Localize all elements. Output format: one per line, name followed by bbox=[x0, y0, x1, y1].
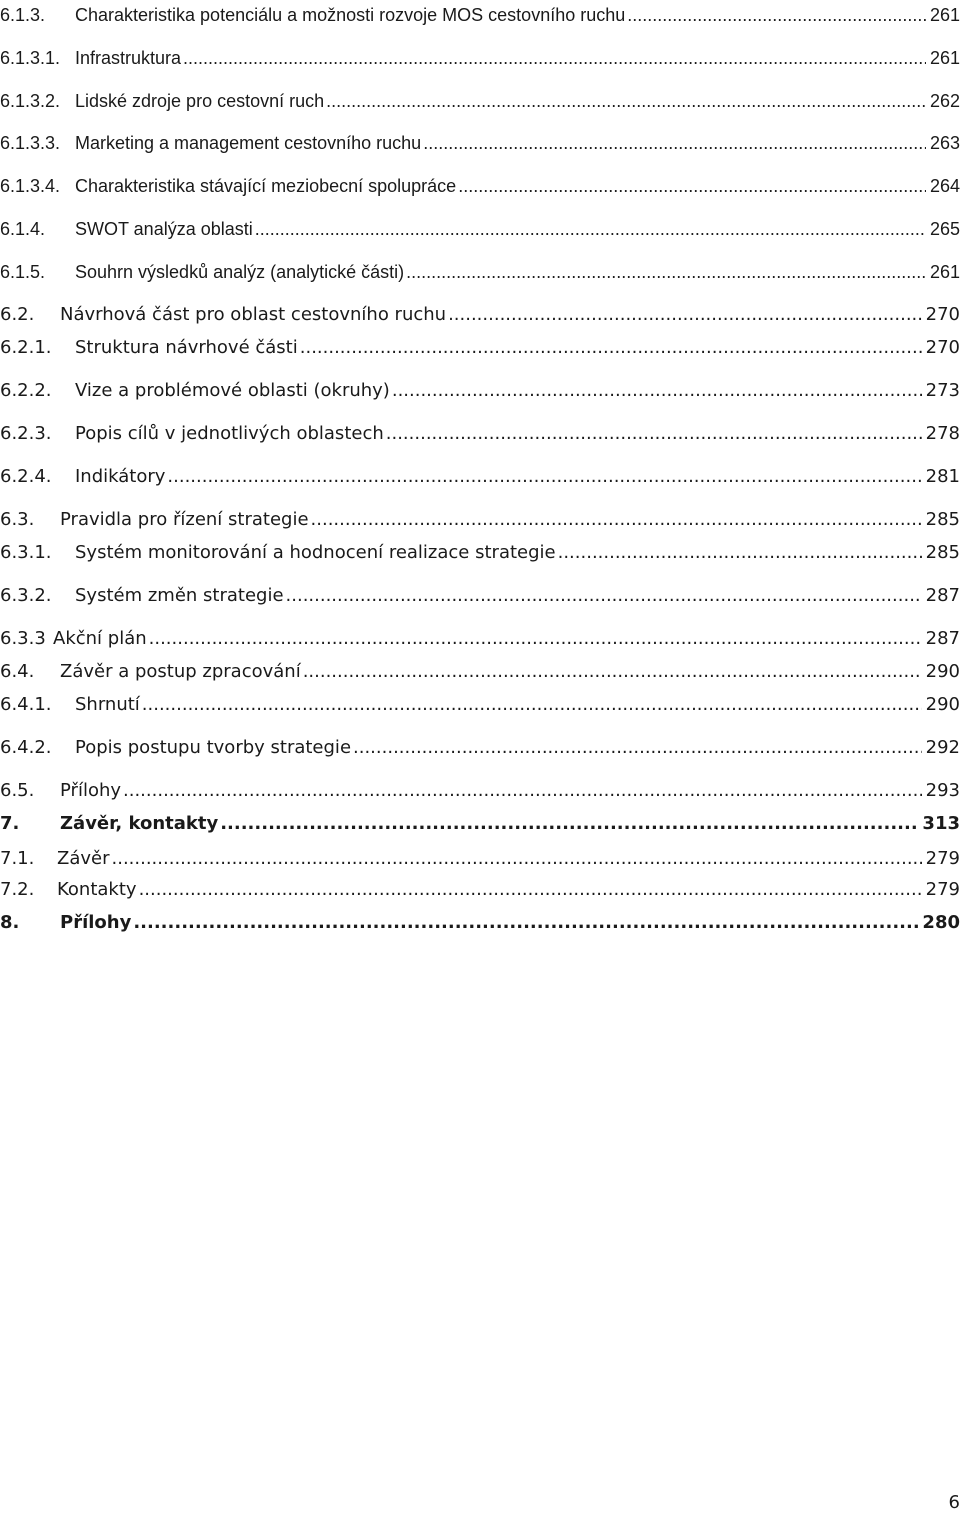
toc-entry-number: 6.2. bbox=[0, 304, 35, 325]
toc-dot-leader bbox=[458, 173, 926, 199]
toc-entry[interactable] bbox=[0, 464, 960, 490]
toc-dot-leader bbox=[220, 811, 918, 837]
toc-entry-line bbox=[60, 302, 960, 328]
toc-entry-title[interactable]: Akční plán bbox=[53, 626, 149, 652]
toc-entry-page[interactable]: 261 bbox=[926, 45, 960, 71]
toc-entry-title[interactable]: Popis cílů v jednotlivých oblastech bbox=[75, 421, 386, 447]
toc-entry-number: 6.4.2. bbox=[0, 737, 52, 758]
toc-entry-number: 6.1.3.3. bbox=[0, 133, 61, 153]
toc-entry-title[interactable]: Charakteristika stávající meziobecní spolupráce bbox=[75, 173, 458, 199]
toc-dot-leader bbox=[353, 735, 922, 761]
toc-entry-line bbox=[60, 778, 960, 804]
toc-dot-leader bbox=[448, 302, 922, 328]
toc-entry-line bbox=[75, 173, 960, 199]
toc-dot-leader bbox=[149, 626, 922, 652]
toc-entry-page[interactable]: 285 bbox=[922, 507, 960, 533]
toc-entry[interactable] bbox=[0, 45, 960, 71]
toc-dot-leader bbox=[112, 846, 922, 872]
toc-entry[interactable] bbox=[0, 910, 960, 936]
toc-dot-leader bbox=[300, 335, 922, 361]
toc-entry-line bbox=[75, 2, 960, 28]
toc-entry-number: 6.3. bbox=[0, 509, 35, 530]
toc-dot-leader bbox=[326, 88, 926, 114]
toc-entry-page[interactable]: 273 bbox=[922, 378, 960, 404]
toc-entry-number: 6.2.1. bbox=[0, 337, 52, 358]
toc-entry-number: 6.2.4. bbox=[0, 466, 52, 487]
toc-entry-title[interactable]: Závěr a postup zpracování bbox=[60, 659, 303, 685]
toc-entry[interactable] bbox=[0, 626, 960, 652]
toc-entry[interactable] bbox=[0, 421, 960, 447]
toc-entry-page[interactable]: 287 bbox=[922, 583, 960, 609]
toc-entry[interactable] bbox=[0, 259, 960, 285]
toc-entry-page[interactable]: 313 bbox=[918, 811, 960, 837]
toc-dot-leader bbox=[183, 45, 926, 71]
toc-entry-number: 8. bbox=[0, 912, 20, 933]
toc-dot-leader bbox=[286, 583, 922, 609]
toc-entry-title[interactable]: Popis postupu tvorby strategie bbox=[75, 735, 353, 761]
toc-entry-title[interactable]: Souhrn výsledků analýz (analytické části) bbox=[75, 259, 406, 285]
toc-entry-number: 6.3.2. bbox=[0, 585, 52, 606]
toc-entry[interactable] bbox=[0, 173, 960, 199]
toc-entry-page[interactable]: 287 bbox=[922, 626, 960, 652]
toc-entry-number: 6.1.5. bbox=[0, 262, 46, 282]
toc-entry[interactable] bbox=[0, 583, 960, 609]
toc-entry-line bbox=[75, 735, 960, 761]
toc-entry-page[interactable]: 290 bbox=[922, 692, 960, 718]
toc-entry[interactable] bbox=[0, 811, 960, 837]
toc-entry-title[interactable]: SWOT analýza oblasti bbox=[75, 216, 255, 242]
toc-dot-leader bbox=[558, 540, 922, 566]
toc-entry-title[interactable]: Shrnutí bbox=[75, 692, 142, 718]
toc-entry-line bbox=[75, 130, 960, 156]
toc-entry-title[interactable]: Systém změn strategie bbox=[75, 583, 286, 609]
toc-dot-leader bbox=[627, 2, 926, 28]
toc-entry-page[interactable]: 285 bbox=[922, 540, 960, 566]
toc-dot-leader bbox=[406, 259, 926, 285]
toc-entry[interactable] bbox=[0, 335, 960, 361]
toc-entry-title[interactable]: Lidské zdroje pro cestovní ruch bbox=[75, 88, 326, 114]
toc-entry-page[interactable]: 281 bbox=[922, 464, 960, 490]
toc-entry[interactable] bbox=[0, 692, 960, 718]
toc-entry[interactable] bbox=[0, 216, 960, 242]
toc-entry-page[interactable]: 270 bbox=[922, 302, 960, 328]
toc-entry-page[interactable]: 262 bbox=[926, 88, 960, 114]
toc-entry[interactable] bbox=[0, 877, 960, 903]
toc-dot-leader bbox=[423, 130, 926, 156]
toc-entry-line bbox=[75, 259, 960, 285]
toc-entry-line bbox=[53, 626, 960, 652]
toc-entry-line bbox=[75, 692, 960, 718]
toc-entry[interactable] bbox=[0, 302, 960, 328]
toc-entry-number: 7.2. bbox=[0, 879, 35, 900]
toc-dot-leader bbox=[392, 378, 922, 404]
toc-entry[interactable] bbox=[0, 540, 960, 566]
toc-entry-line bbox=[60, 811, 960, 837]
toc-entry-line bbox=[75, 216, 960, 242]
toc-entry[interactable] bbox=[0, 2, 960, 28]
toc-dot-leader bbox=[311, 507, 922, 533]
toc-dot-leader bbox=[133, 910, 918, 936]
toc-entry[interactable] bbox=[0, 130, 960, 156]
toc-entry-line bbox=[60, 910, 960, 936]
toc-entry[interactable] bbox=[0, 378, 960, 404]
toc-entry-title[interactable]: Systém monitorování a hodnocení realizace strategie bbox=[75, 540, 558, 566]
toc-dot-leader bbox=[386, 421, 922, 447]
toc-entry[interactable] bbox=[0, 507, 960, 533]
toc-entry-line bbox=[75, 378, 960, 404]
toc-entry-number: 6.2.3. bbox=[0, 423, 52, 444]
toc-entry-number: 6.2.2. bbox=[0, 380, 52, 401]
toc-entry-page[interactable]: 278 bbox=[922, 421, 960, 447]
toc-entry-page[interactable]: 264 bbox=[926, 173, 960, 199]
toc-entry-page[interactable]: 261 bbox=[926, 2, 960, 28]
toc-entry-line bbox=[75, 540, 960, 566]
toc-entry-title[interactable]: Návrhová část pro oblast cestovního ruchu bbox=[60, 302, 448, 328]
toc-dot-leader bbox=[123, 778, 922, 804]
toc-entry-page[interactable]: 279 bbox=[922, 846, 960, 872]
toc-entry-page[interactable]: 279 bbox=[922, 877, 960, 903]
toc-entry-page[interactable]: 290 bbox=[922, 659, 960, 685]
toc-entry-number: 6.5. bbox=[0, 780, 35, 801]
toc-entry-title[interactable]: Charakteristika potenciálu a možnosti rozvoje MOS cestovního ruchu bbox=[75, 2, 627, 28]
toc-entry-number: 6.1.3.1. bbox=[0, 48, 61, 68]
toc-entry-title[interactable]: Závěr, kontakty bbox=[60, 811, 220, 837]
toc-entry-number: 6.3.1. bbox=[0, 542, 52, 563]
toc-entry-line bbox=[57, 877, 960, 903]
toc-dot-leader bbox=[255, 216, 926, 242]
toc-dot-leader bbox=[303, 659, 922, 685]
toc-entry-number: 7. bbox=[0, 813, 20, 834]
toc-entry[interactable] bbox=[0, 735, 960, 761]
toc-entry-number: 7.1. bbox=[0, 848, 35, 869]
toc-entry[interactable] bbox=[0, 88, 960, 114]
toc-dot-leader bbox=[139, 877, 922, 903]
toc-dot-leader bbox=[142, 692, 922, 718]
toc-entry-page[interactable]: 293 bbox=[922, 778, 960, 804]
toc-entry[interactable] bbox=[0, 778, 960, 804]
toc-entry-page[interactable]: 261 bbox=[926, 259, 960, 285]
toc-entry-title[interactable]: Kontakty bbox=[57, 877, 139, 903]
toc-entry-number: 6.3.3 bbox=[0, 628, 46, 649]
toc-entry-number: 6.1.3. bbox=[0, 5, 46, 25]
toc-entry-page[interactable]: 292 bbox=[922, 735, 960, 761]
toc-entry-title[interactable]: Přílohy bbox=[60, 910, 133, 936]
toc-entry-number: 6.4. bbox=[0, 661, 35, 682]
toc-entry-line bbox=[60, 507, 960, 533]
page-number: 6 bbox=[948, 1492, 960, 1513]
toc-entry-title[interactable]: Indikátory bbox=[75, 464, 167, 490]
toc-entry-page[interactable]: 280 bbox=[918, 910, 960, 936]
toc-entry-line bbox=[75, 45, 960, 71]
toc-entry-number: 6.1.4. bbox=[0, 219, 46, 239]
toc-entry-title[interactable]: Infrastruktura bbox=[75, 45, 183, 71]
toc-entry[interactable] bbox=[0, 846, 960, 872]
toc-entry-title[interactable]: Vize a problémové oblasti (okruhy) bbox=[75, 378, 392, 404]
toc-entry-page[interactable]: 265 bbox=[926, 216, 960, 242]
toc-entry-line bbox=[75, 421, 960, 447]
toc-entry-line bbox=[75, 88, 960, 114]
toc-entry-line bbox=[60, 659, 960, 685]
toc-entry-title[interactable]: Marketing a management cestovního ruchu bbox=[75, 130, 423, 156]
toc-entry-number: 6.1.3.2. bbox=[0, 91, 61, 111]
toc-entry[interactable] bbox=[0, 659, 960, 685]
toc-entry-title[interactable]: Struktura návrhové části bbox=[75, 335, 300, 361]
toc-entry-number: 6.4.1. bbox=[0, 694, 52, 715]
toc-entry-number: 6.1.3.4. bbox=[0, 176, 61, 196]
toc-entry-title[interactable]: Přílohy bbox=[60, 778, 123, 804]
toc-entry-title[interactable]: Pravidla pro řízení strategie bbox=[60, 507, 311, 533]
toc-entry-title[interactable]: Závěr bbox=[57, 846, 112, 872]
toc-entry-page[interactable]: 263 bbox=[926, 130, 960, 156]
toc-entry-line bbox=[75, 335, 960, 361]
toc-entry-page[interactable]: 270 bbox=[922, 335, 960, 361]
toc-entry-line bbox=[75, 583, 960, 609]
toc-entry-line bbox=[57, 846, 960, 872]
toc-entry-line bbox=[75, 464, 960, 490]
toc-dot-leader bbox=[167, 464, 921, 490]
